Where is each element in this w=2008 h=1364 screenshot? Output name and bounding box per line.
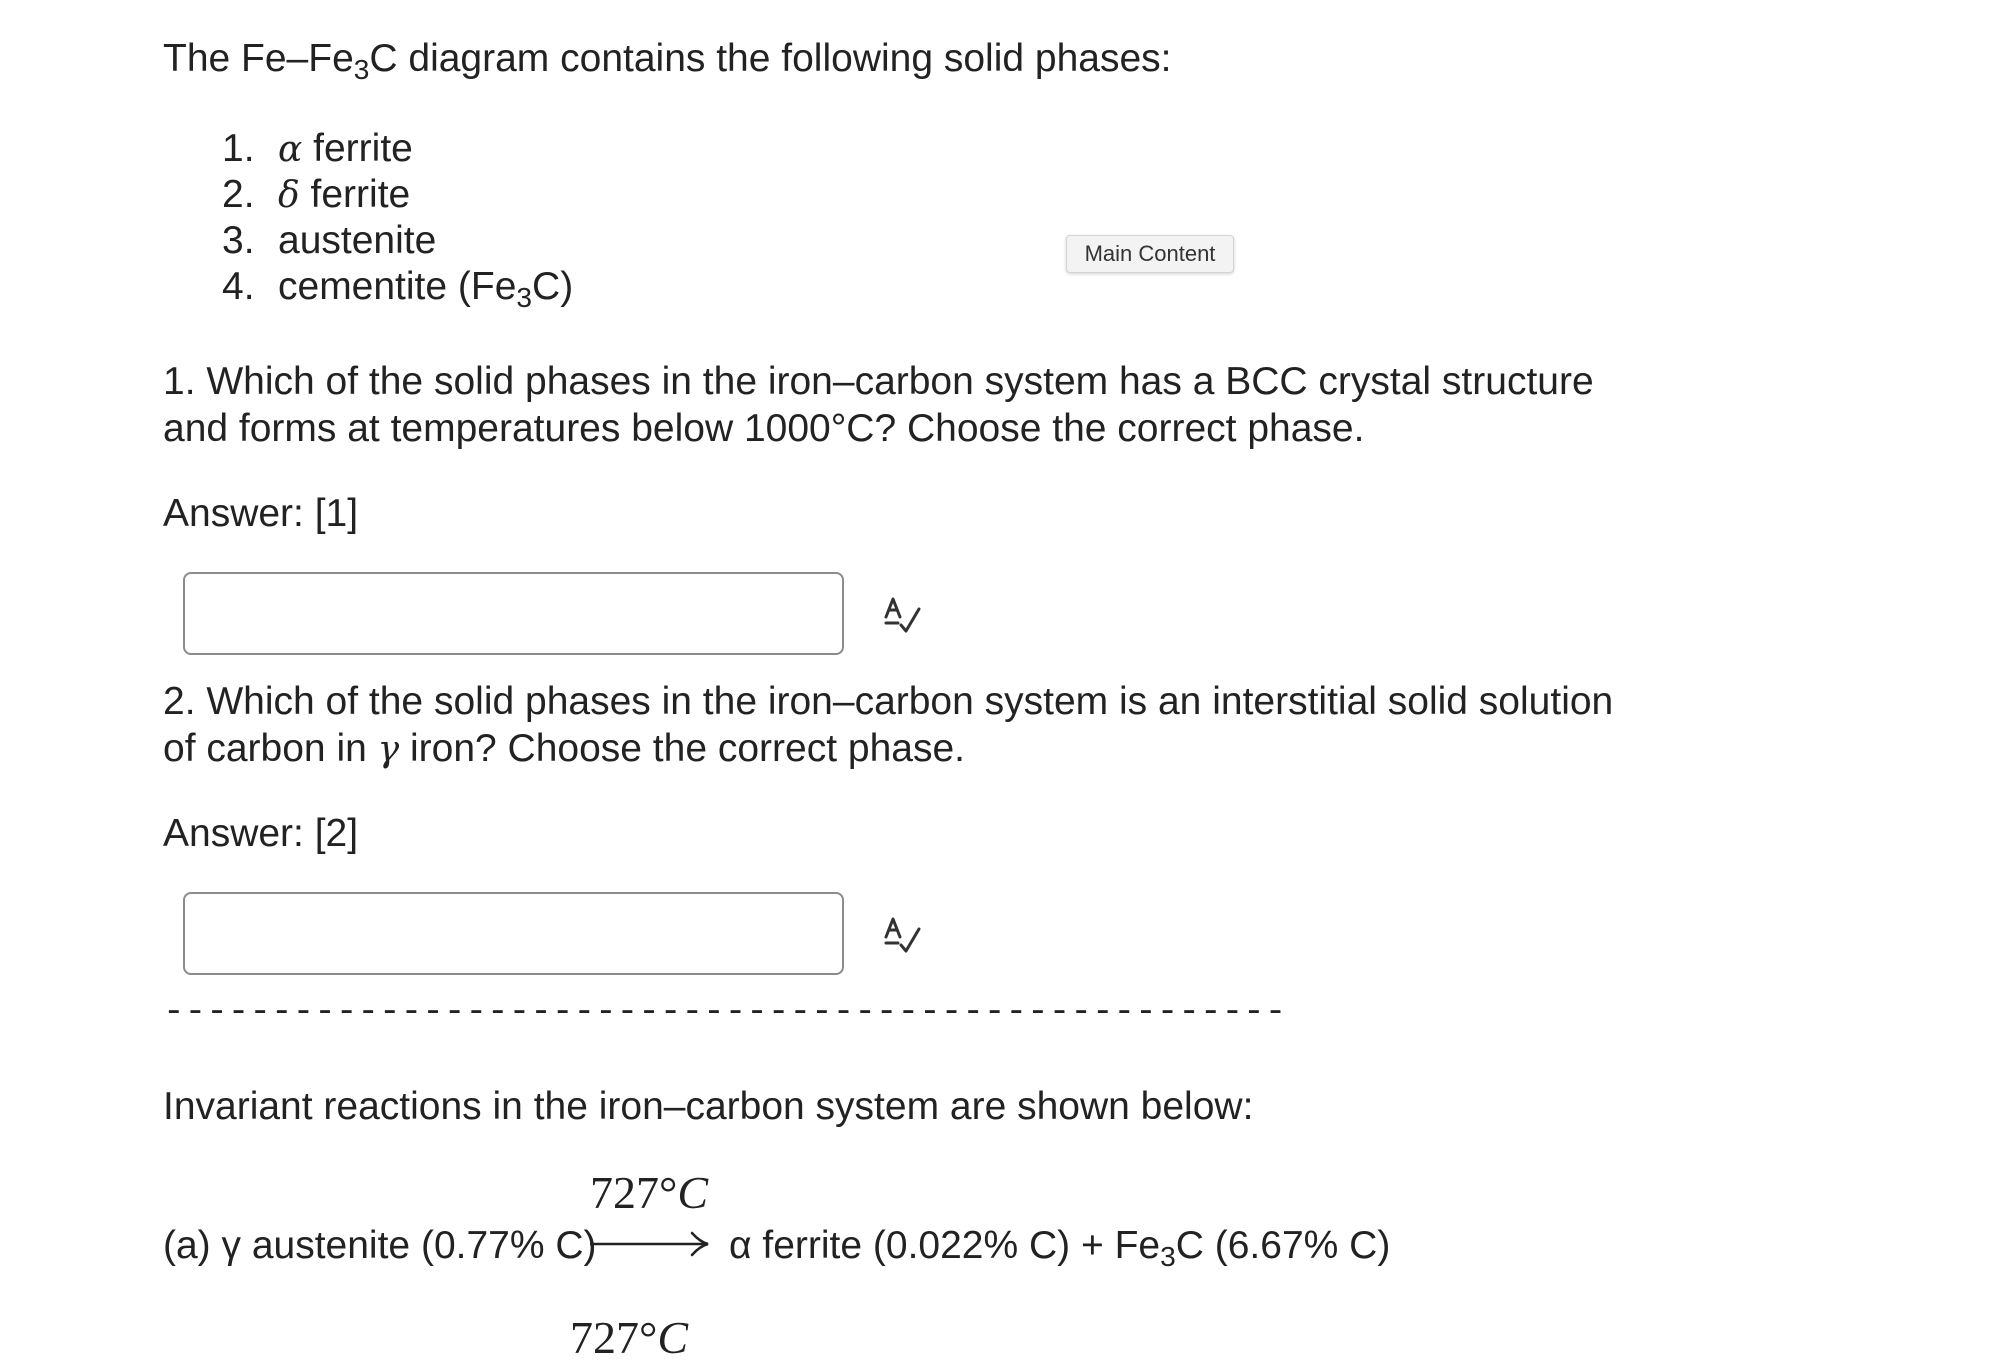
question-1-line-1: 1. Which of the solid phases in the iron–carbon system has a BCC crystal structure (163, 360, 1594, 403)
list-item: 1. α ferrite (222, 127, 413, 170)
invariant-heading: Invariant reactions in the iron–carbon system are shown below: (163, 1085, 1254, 1128)
question-1-line-2: and forms at temperatures below 1000°C? Choose the correct phase. (163, 407, 1365, 450)
answer-1-input[interactable] (183, 572, 844, 655)
spellcheck-icon[interactable] (882, 595, 922, 635)
spellcheck-icon[interactable] (882, 915, 922, 955)
separator: ---------------------------------------------------- (163, 991, 1287, 1032)
list-item: 2. δ ferrite (222, 173, 411, 216)
reaction-a-left: (a) γ austenite (0.77% C) (163, 1224, 597, 1267)
question-2-line-1: 2. Which of the solid phases in the iron–carbon system is an interstitial solid solution (163, 680, 1614, 723)
phase-list (222, 126, 574, 313)
intro-text: The $Fe-Fe_3C$ diagram contains the following solid phases: (163, 37, 1172, 85)
reaction-a-temperature: 727°C (590, 1167, 709, 1218)
list-item: 3. austenite (222, 219, 437, 262)
main-content-button[interactable]: Main Content (1066, 235, 1234, 273)
list-item: 4. cementite $(Fe_3C)$ (222, 265, 574, 313)
answer-1-label: Answer: [1] (163, 492, 359, 535)
reaction-a-right: α ferrite (0.022% $C) + Fe_3C$ (6.67% C) (729, 1224, 1391, 1272)
answer-2-input[interactable] (183, 892, 844, 975)
reaction-b-temperature: 727°C (570, 1312, 689, 1363)
reaction-arrow-icon (588, 1230, 712, 1258)
answer-2-label: Answer: [2] (163, 812, 359, 855)
question-2-line-2: of carbon in γ iron? Choose the correct phase. (163, 727, 965, 770)
